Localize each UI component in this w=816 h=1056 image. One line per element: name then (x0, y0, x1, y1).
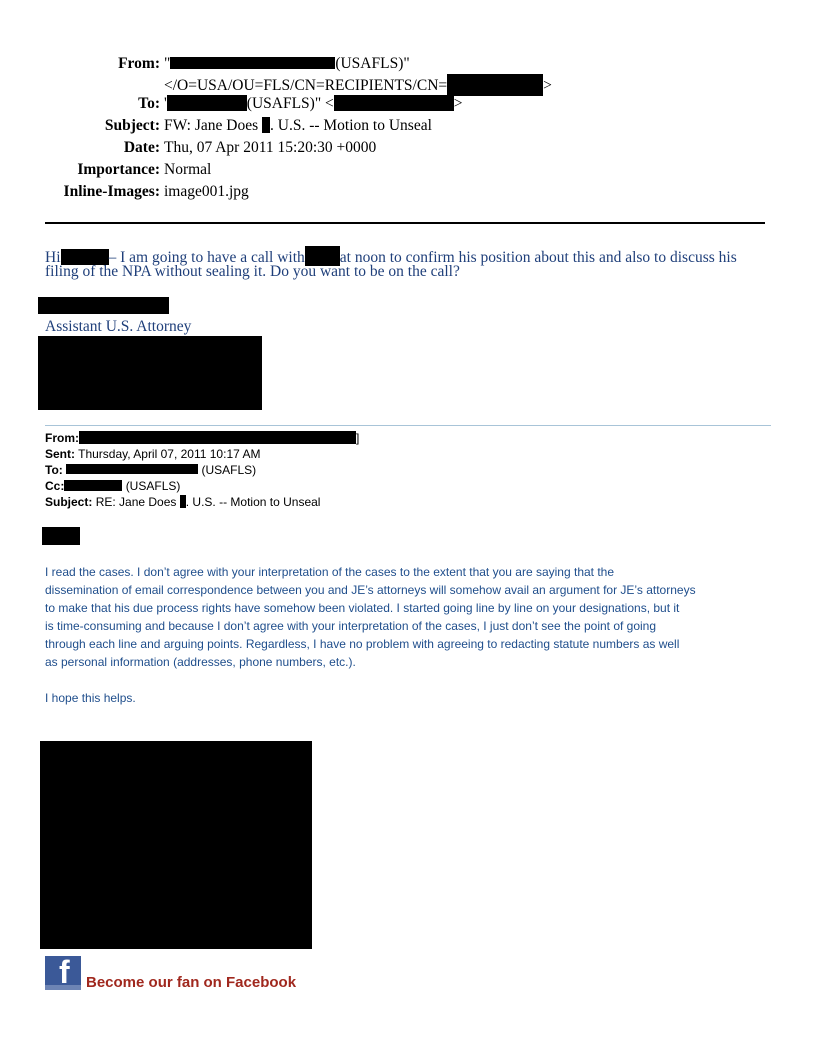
redaction (170, 57, 335, 69)
signature-name-redaction (38, 297, 169, 314)
redaction (167, 95, 247, 111)
redaction (66, 464, 198, 474)
body-line: through each line and arguing points. Regardless, I have no problem with agreeing to redacting statute numbers as well (45, 637, 680, 651)
date-value: Thu, 07 Apr 2011 15:20:30 +0000 (164, 139, 377, 156)
header-divider (45, 222, 765, 224)
from-label: From: (118, 55, 160, 72)
inline-images-value: image001.jpg (164, 183, 249, 200)
facebook-link[interactable]: Become our fan on Facebook (86, 974, 297, 991)
signature-image-redaction (40, 741, 312, 949)
body-line: is time-consuming and because I don’t agree with your interpretation of the cases, I just don’t see the point of going (45, 619, 657, 633)
inline-images-label: Inline-Images: (63, 183, 160, 200)
importance-label: Importance: (77, 161, 160, 178)
redaction (334, 95, 454, 111)
signature-title: Assistant U.S. Attorney (45, 318, 192, 335)
body-paragraph-1 (45, 563, 696, 671)
from-value: " (USAFLS)" (164, 55, 410, 72)
fwd-sent: Sent: Thursday, April 07, 2011 10:17 AM (45, 447, 261, 461)
message-line-2: filing of the NPA without sealing it. Do you want to be on the call? (45, 263, 460, 280)
fwd-subject: Subject: RE: Jane Does . U.S. -- Motion to Unseal (45, 495, 321, 509)
body-line: to make that his due process rights have somehow been violated. I started going line by line on your designations, but it (45, 601, 680, 615)
importance-value: Normal (164, 161, 212, 178)
redaction (262, 117, 270, 133)
fwd-to: To: (USAFLS) (45, 463, 257, 477)
fwd-from: From: ] (45, 431, 360, 445)
subject-label: Subject: (104, 117, 160, 134)
body-line: as personal information (addresses, phone numbers, etc.). (45, 655, 356, 669)
subject-value: FW: Jane Does . U.S. -- Motion to Unseal (164, 117, 432, 134)
body-paragraph-2: I hope this helps. (45, 691, 136, 705)
redaction (79, 431, 356, 444)
to-label: To: (138, 95, 160, 112)
redaction (64, 480, 122, 491)
facebook-f-glyph: f (59, 954, 70, 990)
facebook-icon[interactable] (45, 956, 81, 990)
redaction (447, 74, 543, 96)
salutation-redaction (42, 527, 80, 545)
body-line: dissemination of email correspondence between you and JE’s attorneys will somehow avail an argument for JE’s attorneys (45, 583, 696, 597)
date-label: Date: (123, 139, 160, 156)
forward-divider (45, 425, 771, 426)
fwd-cc: Cc: (USAFLS) (45, 479, 181, 493)
message-line-1: Hi – I am going to have a call with at noon to confirm his position about this and also to discuss his (45, 246, 737, 266)
to-value: ' (USAFLS)" < > (164, 95, 463, 112)
body-line: I read the cases. I don’t agree with your interpretation of the cases to the extent that you are saying that the (45, 565, 615, 579)
from-address: </O=USA/OU=FLS/CN=RECIPIENTS/CN= > (164, 74, 552, 96)
signature-block-redaction (38, 336, 262, 410)
